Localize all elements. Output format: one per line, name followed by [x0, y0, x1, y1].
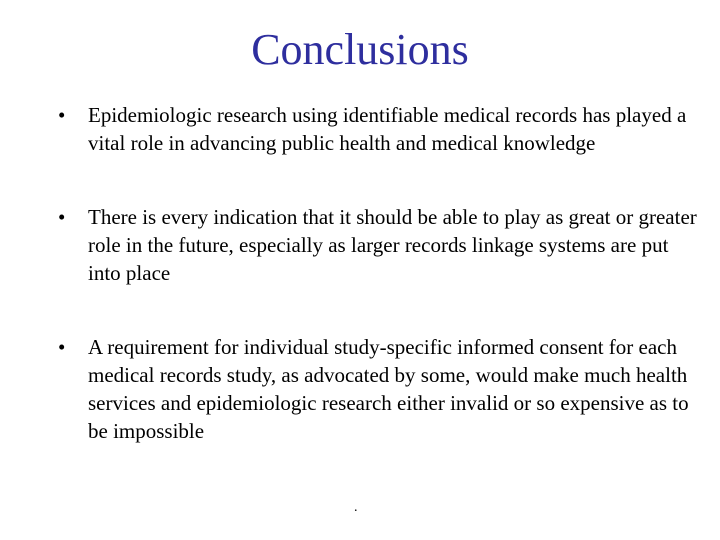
bullet-item	[58, 101, 698, 157]
bullet-list	[58, 101, 698, 445]
bullet-text: There is every indication that it should be able to play as great or greater role in the future, especially as larger records linkage systems are put into place	[88, 205, 697, 285]
bullet-text: A requirement for individual study-specific informed consent for each medical records study, as advocated by some, would make much health services and epidemiologic research either invalid or so expensive as to be impossible	[88, 335, 689, 443]
bullet-item	[58, 203, 698, 287]
footer-mark: .	[354, 500, 358, 515]
bullet-marker: •	[58, 103, 66, 127]
bullet-marker: •	[58, 335, 66, 359]
slide-title: Conclusions	[251, 25, 469, 74]
bullet-item	[58, 333, 698, 445]
bullet-marker: •	[58, 205, 66, 229]
bullet-text: Epidemiologic research using identifiable medical records has played a vital role in advancing public health and medical knowledge	[88, 103, 687, 155]
